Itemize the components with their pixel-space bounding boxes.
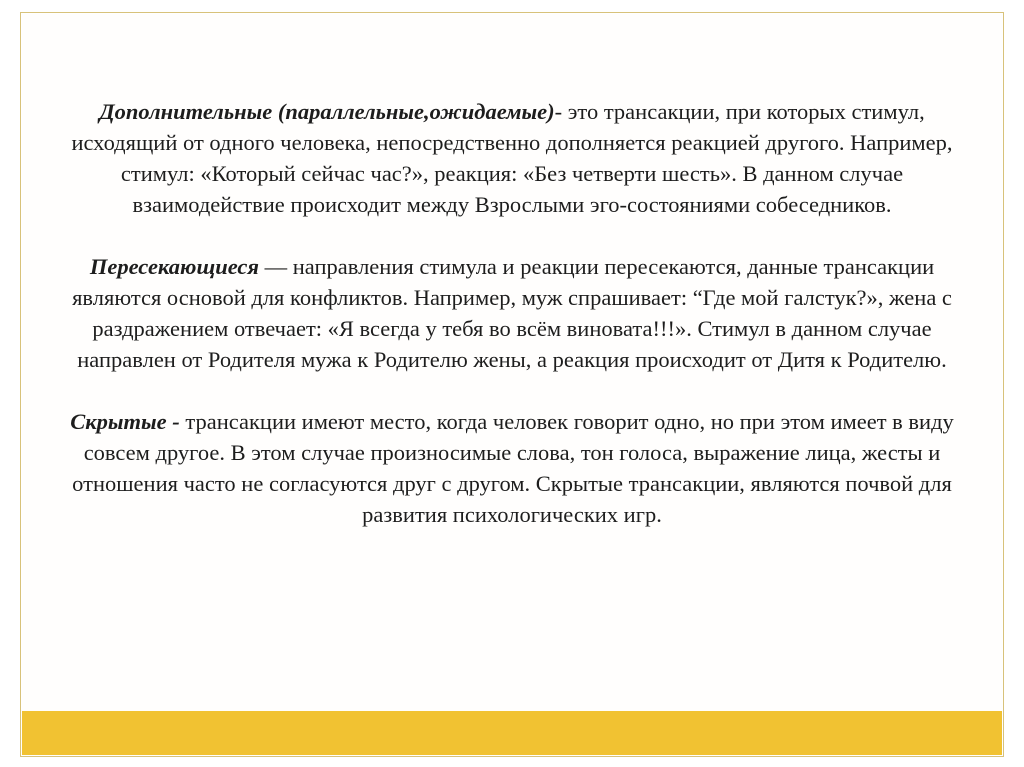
definition-crossed: направления стимула и реакции пересекаются, данные трансакции являются основой для конфликтов. Например, муж спрашивает: “Где мой галстук?», жена с раздражением отвечает: «Я всегда у тебя во всём виновата!!!». Стимул в данном случае направлен от Родителя мужа к Родителю жены, а реакция происходит от Дитя к Родителю. — [72, 254, 952, 372]
term-ulterior: Скрытые - — [70, 409, 180, 434]
slide-body — [22, 14, 1002, 755]
paragraph-ulterior — [50, 406, 974, 530]
term-crossed: Пересекающиеся — [89, 254, 259, 279]
definition-ulterior: трансакции имеют место, когда человек говорит одно, но при этом имеет в виду совсем другое. В этом случае произносимые слова, тон голоса, выражение лица, жесты и отношения часто не согласуются друг с другом. Скрытые трансакции, являются почвой для развития психологических игр. — [72, 409, 954, 527]
separator-complementary: - — [554, 99, 568, 124]
footer-accent-bar — [22, 711, 1002, 755]
definition-complementary: это трансакции, при которых стимул, исходящий от одного человека, непосредственно дополняется реакцией другого. Например, стимул: «Который сейчас час?», реакция: «Без четверти шесть». В данном случае взаимодействие происходит между Взрослыми эго-состояниями собеседников. — [71, 99, 953, 217]
term-complementary: Дополнительные (параллельные,ожидаемые) — [99, 99, 555, 124]
slide-frame — [20, 12, 1004, 757]
slide-content — [50, 96, 974, 530]
separator-crossed: — — [258, 254, 293, 279]
paragraph-crossed — [50, 251, 974, 375]
paragraph-complementary — [50, 96, 974, 220]
